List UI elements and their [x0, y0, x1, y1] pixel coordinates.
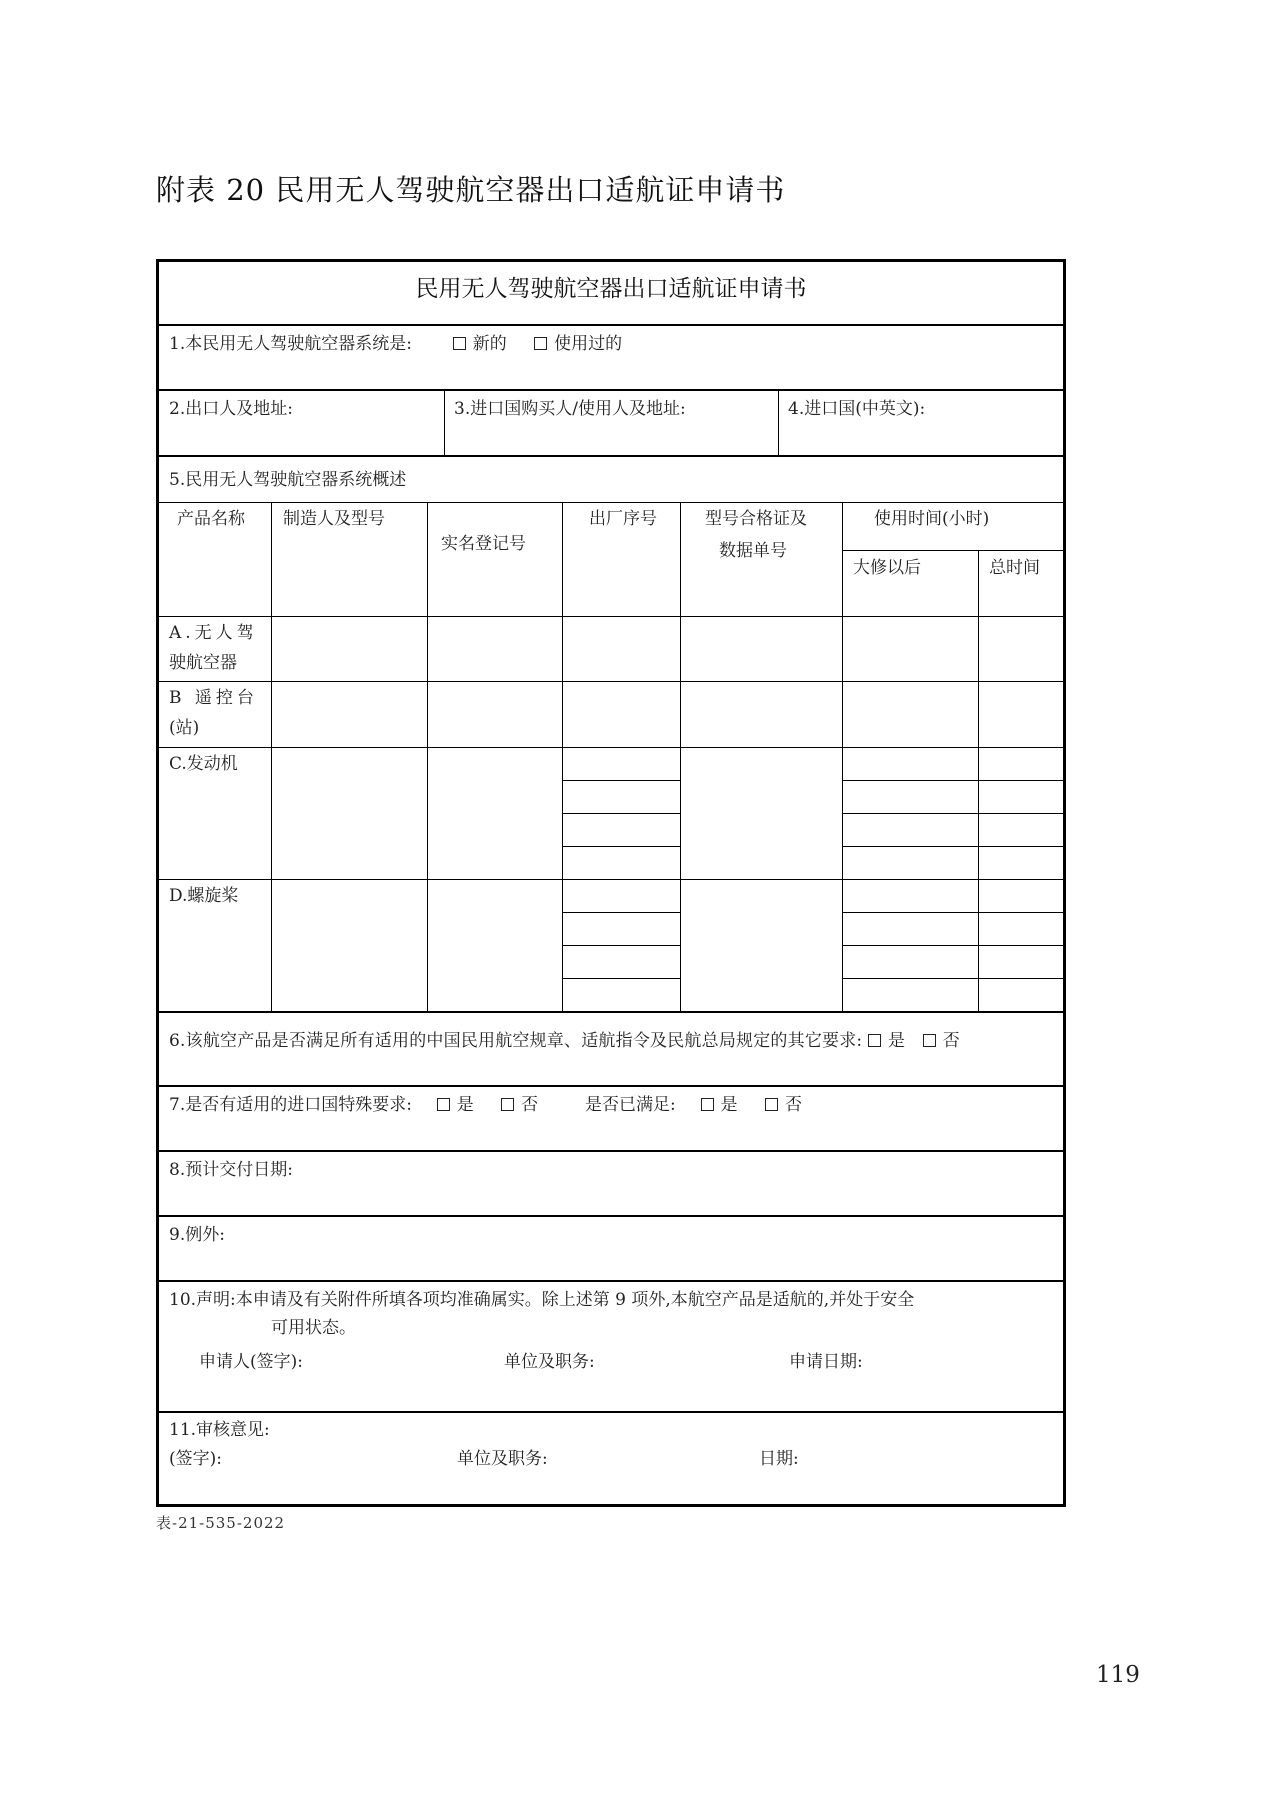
form-code: 表-21-535-2022 — [156, 1514, 286, 1532]
sub-row-divider — [842, 780, 1066, 781]
item6-option-no[interactable] — [923, 1028, 960, 1054]
item4-label: 4.进口国(中英文): — [788, 399, 926, 419]
row-divider — [159, 747, 1066, 748]
sub-row-divider — [562, 846, 680, 847]
checkbox-icon[interactable] — [923, 1034, 936, 1047]
sub-row-divider — [842, 813, 1066, 814]
checkbox-icon[interactable] — [701, 1098, 714, 1111]
row-divider — [159, 1280, 1066, 1282]
row-divider — [159, 502, 1066, 503]
application-form — [156, 259, 1066, 1507]
col-registration: 实名登记号 — [441, 534, 526, 554]
row-divider — [842, 550, 1066, 551]
sub-row-divider — [842, 978, 1066, 979]
item7-option2-no[interactable] — [765, 1092, 802, 1118]
checkbox-icon[interactable] — [765, 1098, 778, 1111]
col-usage-time: 使用时间(小时) — [874, 509, 990, 529]
item10-line1: 10.声明:本申请及有关附件所填各项均准确属实。除上述第 9 项外,本航空产品是适航的,并处于安全 — [169, 1290, 915, 1310]
item1-label: 1.本民用无人驾驶航空器系统是: — [169, 334, 412, 354]
col-divider — [680, 502, 681, 1011]
row-b-line1: B 遥控台 — [169, 688, 258, 708]
item1-option-used[interactable] — [534, 331, 622, 357]
col-divider — [562, 502, 563, 1011]
col-divider — [444, 389, 445, 455]
sub-row-divider — [562, 912, 680, 913]
checkbox-icon[interactable] — [534, 337, 547, 350]
item10-unit: 单位及职务: — [504, 1352, 595, 1372]
row-b-line2: (站) — [169, 718, 200, 738]
row-divider — [159, 1150, 1066, 1152]
checkbox-icon[interactable] — [453, 337, 466, 350]
row-divider — [159, 389, 1066, 391]
item10-applicant: 申请人(签字): — [199, 1352, 303, 1372]
item11-unit: 单位及职务: — [457, 1449, 548, 1469]
item2-label: 2.出口人及地址: — [169, 399, 293, 419]
item7-option2-yes[interactable] — [701, 1092, 738, 1118]
sub-row-divider — [562, 945, 680, 946]
item5-label: 5.民用无人驾驶航空器系统概述 — [169, 470, 407, 490]
col-divider — [271, 502, 272, 1011]
option-label: 否 — [784, 1095, 802, 1115]
item11-label: 11.审核意见: — [169, 1420, 270, 1440]
checkbox-icon[interactable] — [868, 1034, 881, 1047]
item1-row — [169, 331, 644, 357]
item3-label: 3.进口国购买人/使用人及地址: — [454, 399, 686, 419]
item8-label: 8.预计交付日期: — [169, 1160, 293, 1180]
item9-label: 9.例外: — [169, 1225, 225, 1245]
row-divider — [159, 1215, 1066, 1217]
item10-line2: 可用状态。 — [271, 1318, 356, 1338]
item11-date: 日期: — [759, 1449, 799, 1469]
item6-option-yes[interactable] — [868, 1028, 905, 1054]
item7-label2: 是否已满足: — [584, 1095, 676, 1115]
sub-row-divider — [842, 945, 1066, 946]
checkbox-icon[interactable] — [437, 1098, 450, 1111]
col-cert-line2: 数据单号 — [719, 541, 787, 561]
row-a-line2: 驶航空器 — [169, 653, 237, 673]
option-label: 是 — [720, 1095, 738, 1115]
option-label: 否 — [521, 1095, 539, 1115]
item11-signature: (签字): — [169, 1449, 222, 1469]
sub-row-divider — [562, 813, 680, 814]
row-a-line1: A.无人驾 — [169, 623, 258, 643]
page-heading: 附表 20 民用无人驾驶航空器出口适航证申请书 — [156, 173, 786, 207]
item7-option-yes[interactable] — [437, 1092, 474, 1118]
row-c-label: C.发动机 — [169, 754, 238, 774]
col-product-name: 产品名称 — [177, 509, 245, 529]
page-number: 119 — [1096, 1662, 1140, 1688]
item6-label: 6.该航空产品是否满足所有适用的中国民用航空规章、适航指令及民航总局规定的其它要求: — [169, 1031, 863, 1051]
col-divider — [842, 502, 843, 1011]
item7-row — [169, 1092, 824, 1118]
col-cert-line1: 型号合格证及 — [705, 509, 807, 529]
sub-row-divider — [562, 978, 680, 979]
row-divider — [159, 1011, 1066, 1013]
option-label: 新的 — [472, 334, 507, 354]
col-divider — [427, 502, 428, 1011]
row-divider — [159, 616, 1066, 617]
col-manufacturer: 制造人及型号 — [283, 509, 385, 529]
row-divider — [159, 324, 1066, 326]
col-total-time: 总时间 — [989, 558, 1040, 578]
form-title: 民用无人驾驶航空器出口适航证申请书 — [415, 276, 807, 302]
col-divider — [778, 389, 779, 455]
option-label: 是 — [456, 1095, 474, 1115]
row-divider — [159, 681, 1066, 682]
option-label: 是 — [887, 1031, 906, 1051]
row-divider — [159, 1085, 1066, 1087]
item7-option-no[interactable] — [501, 1092, 538, 1118]
item10-date: 申请日期: — [789, 1352, 863, 1372]
sub-row-divider — [842, 912, 1066, 913]
option-label: 使用过的 — [554, 334, 623, 354]
item6-row — [169, 1028, 960, 1054]
sub-row-divider — [842, 846, 1066, 847]
col-serial: 出厂序号 — [589, 509, 657, 529]
col-since-overhaul: 大修以后 — [853, 558, 921, 578]
item1-option-new[interactable] — [453, 331, 507, 357]
checkbox-icon[interactable] — [501, 1098, 514, 1111]
item7-label: 7.是否有适用的进口国特殊要求: — [169, 1095, 412, 1115]
col-divider — [978, 550, 979, 1011]
row-divider — [159, 455, 1066, 457]
row-divider — [159, 1411, 1066, 1413]
option-label: 否 — [942, 1031, 960, 1051]
row-divider — [159, 879, 1066, 880]
row-d-label: D.螺旋桨 — [169, 886, 239, 906]
sub-row-divider — [562, 780, 680, 781]
